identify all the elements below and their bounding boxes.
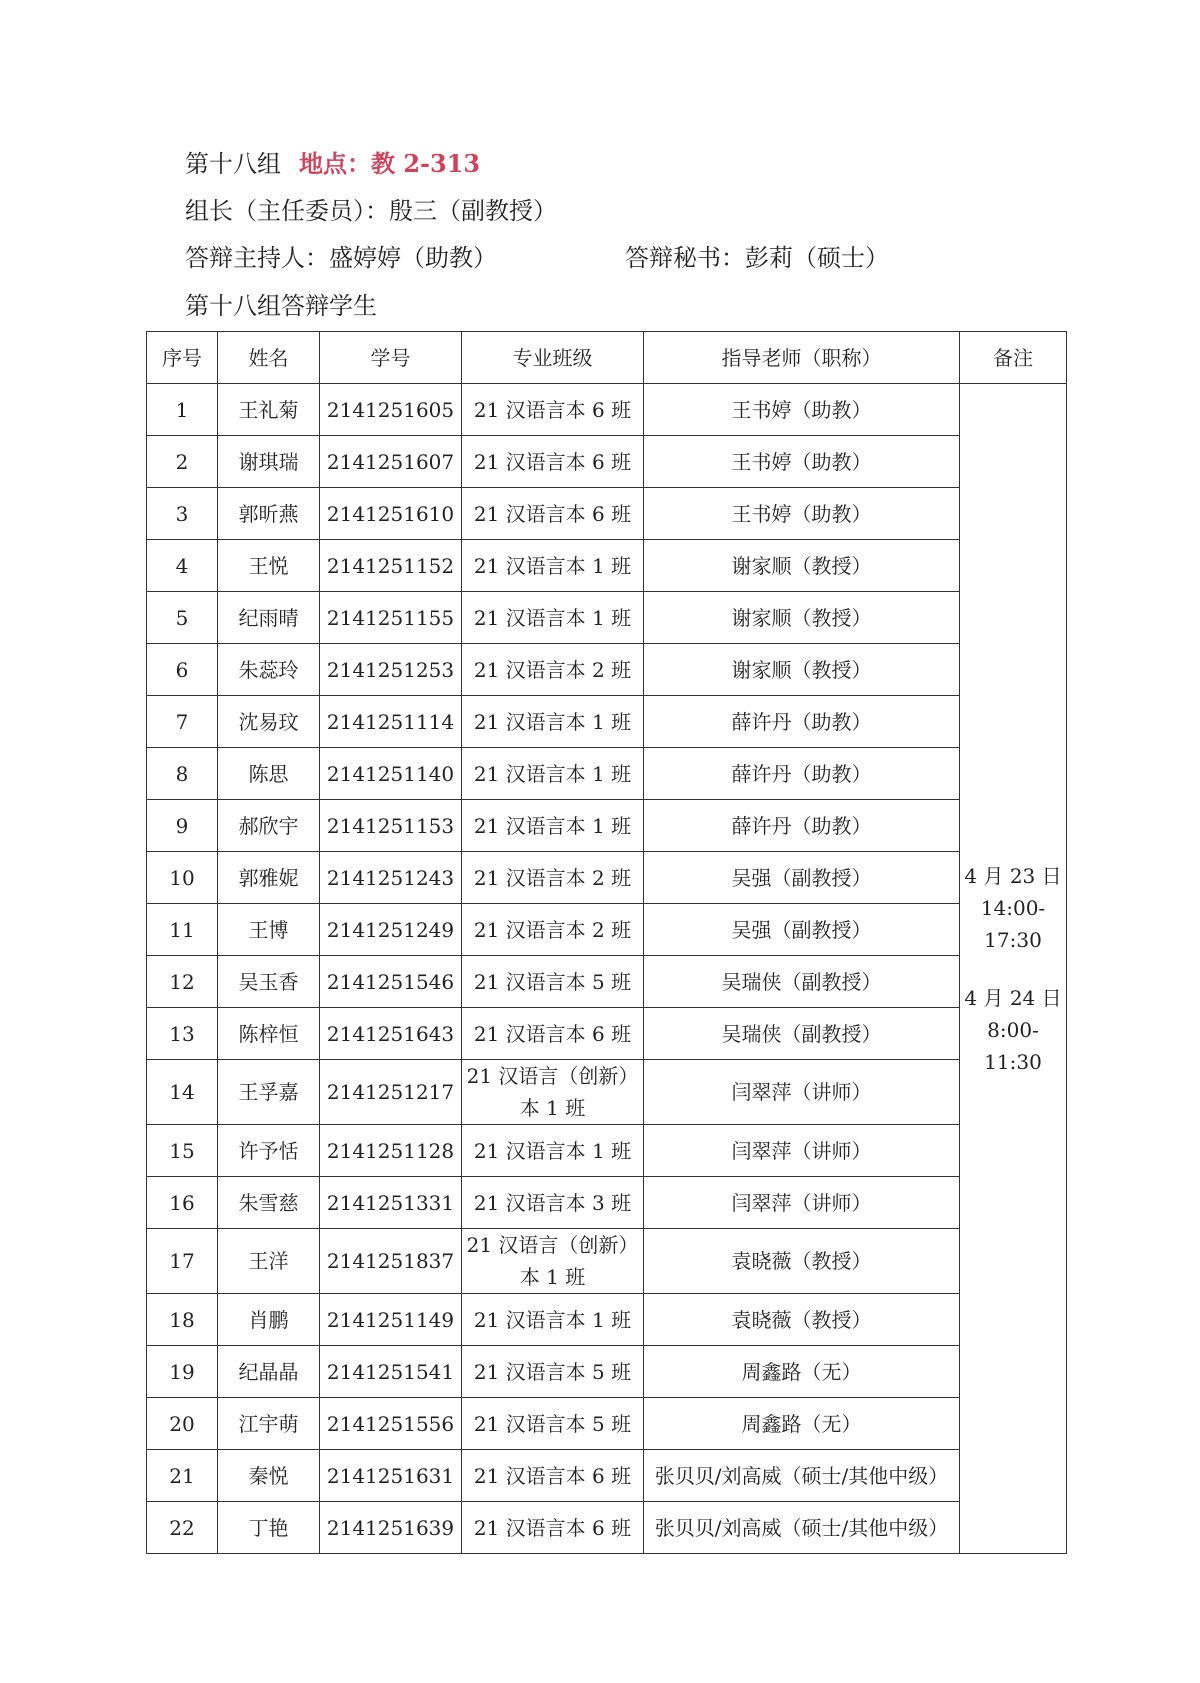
row-no: 22 [147, 1502, 218, 1554]
row-class: 21 汉语言本 5 班 [462, 1398, 644, 1450]
table-row [147, 800, 1067, 852]
students-heading: 第十八组答辩学生 [185, 292, 377, 320]
row-name: 江宇萌 [218, 1398, 320, 1450]
row-class [462, 1060, 644, 1125]
row-class-line2: 本 1 班 [519, 1096, 586, 1120]
row-name: 谢琪瑞 [218, 436, 320, 488]
location-value: 教 2-313 [371, 149, 481, 178]
row-advisor: 吴强（副教授） [644, 852, 960, 904]
row-class: 21 汉语言本 2 班 [462, 644, 644, 696]
row-no: 4 [147, 540, 218, 592]
schedule-note [960, 384, 1067, 1554]
row-advisor: 王书婷（助教） [644, 436, 960, 488]
row-no: 20 [147, 1398, 218, 1450]
row-name: 郝欣宇 [218, 800, 320, 852]
row-advisor: 吴瑞侠（副教授） [644, 956, 960, 1008]
row-class: 21 汉语言本 6 班 [462, 436, 644, 488]
row-class: 21 汉语言本 1 班 [462, 592, 644, 644]
table-row [147, 384, 1067, 436]
session2-time-start: 8:00- [987, 1017, 1039, 1042]
session1-time-end: 17:30 [984, 927, 1042, 952]
row-id: 2141251153 [320, 800, 462, 852]
row-advisor: 闫翠萍（讲师） [644, 1060, 960, 1125]
row-id: 2141251607 [320, 436, 462, 488]
row-name: 陈梓恒 [218, 1008, 320, 1060]
header-advisor: 指导老师（职称） [644, 332, 960, 384]
row-class: 21 汉语言本 1 班 [462, 1294, 644, 1346]
row-name: 许予恬 [218, 1125, 320, 1177]
group-title: 第十八组 [185, 150, 281, 178]
row-no: 16 [147, 1177, 218, 1229]
session1-time-start: 14:00- [980, 895, 1046, 920]
row-advisor: 谢家顺（教授） [644, 592, 960, 644]
header-note: 备注 [960, 332, 1067, 384]
row-name: 沈易玟 [218, 696, 320, 748]
row-advisor: 谢家顺（教授） [644, 540, 960, 592]
row-id: 2141251253 [320, 644, 462, 696]
row-no: 17 [147, 1229, 218, 1294]
table-row [147, 488, 1067, 540]
session1-date: 4 月 23 日 [964, 863, 1062, 888]
row-id: 2141251114 [320, 696, 462, 748]
row-no: 2 [147, 436, 218, 488]
table-row [147, 696, 1067, 748]
table-row [147, 644, 1067, 696]
row-id: 2141251128 [320, 1125, 462, 1177]
row-id: 2141251556 [320, 1398, 462, 1450]
row-class: 21 汉语言本 2 班 [462, 852, 644, 904]
row-name: 王洋 [218, 1229, 320, 1294]
row-class-line1: 21 汉语言（创新） [466, 1064, 639, 1088]
row-id: 2141251140 [320, 748, 462, 800]
row-advisor: 袁晓薇（教授） [644, 1229, 960, 1294]
table-row [147, 1229, 1067, 1294]
group-leader: 组长（主任委员）：殷三（副教授） [185, 197, 557, 225]
table-row [147, 1450, 1067, 1502]
row-id: 2141251541 [320, 1346, 462, 1398]
row-name: 纪晶晶 [218, 1346, 320, 1398]
row-name: 郭雅妮 [218, 852, 320, 904]
row-advisor: 吴强（副教授） [644, 904, 960, 956]
row-advisor: 闫翠萍（讲师） [644, 1125, 960, 1177]
row-advisor: 袁晓薇（教授） [644, 1294, 960, 1346]
row-name: 秦悦 [218, 1450, 320, 1502]
row-class: 21 汉语言本 5 班 [462, 956, 644, 1008]
row-advisor: 吴瑞侠（副教授） [644, 1008, 960, 1060]
row-no: 21 [147, 1450, 218, 1502]
group-secretary: 答辩秘书：彭莉（硕士） [625, 244, 889, 272]
row-class: 21 汉语言本 1 班 [462, 696, 644, 748]
row-id: 2141251643 [320, 1008, 462, 1060]
row-advisor: 谢家顺（教授） [644, 644, 960, 696]
row-class: 21 汉语言本 1 班 [462, 748, 644, 800]
row-advisor: 张贝贝/刘高威（硕士/其他中级） [644, 1450, 960, 1502]
table-row [147, 1008, 1067, 1060]
row-name: 王孚嘉 [218, 1060, 320, 1125]
table-row [147, 1502, 1067, 1554]
row-id: 2141251639 [320, 1502, 462, 1554]
location-label: 地点： [299, 149, 371, 178]
row-name: 肖鹏 [218, 1294, 320, 1346]
row-no: 3 [147, 488, 218, 540]
row-id: 2141251610 [320, 488, 462, 540]
table-row [147, 436, 1067, 488]
row-class: 21 汉语言本 3 班 [462, 1177, 644, 1229]
table-row [147, 1125, 1067, 1177]
session2-time-end: 11:30 [984, 1049, 1042, 1074]
row-no: 12 [147, 956, 218, 1008]
row-class: 21 汉语言本 6 班 [462, 1008, 644, 1060]
row-advisor: 周鑫路（无） [644, 1346, 960, 1398]
row-id: 2141251149 [320, 1294, 462, 1346]
note-spacer [964, 956, 1062, 982]
row-class-line1: 21 汉语言（创新） [466, 1233, 639, 1257]
table-row [147, 748, 1067, 800]
row-no: 15 [147, 1125, 218, 1177]
row-advisor: 周鑫路（无） [644, 1398, 960, 1450]
header-no: 序号 [147, 332, 218, 384]
row-no: 19 [147, 1346, 218, 1398]
row-id: 2141251155 [320, 592, 462, 644]
table-row [147, 1060, 1067, 1125]
row-name: 朱雪慈 [218, 1177, 320, 1229]
row-id: 2141251243 [320, 852, 462, 904]
table-row [147, 956, 1067, 1008]
row-no: 6 [147, 644, 218, 696]
host-secretary-line [185, 244, 889, 272]
table-row [147, 852, 1067, 904]
row-no: 5 [147, 592, 218, 644]
row-id: 2141251605 [320, 384, 462, 436]
row-no: 7 [147, 696, 218, 748]
row-name: 纪雨晴 [218, 592, 320, 644]
row-advisor: 王书婷（助教） [644, 384, 960, 436]
row-no: 8 [147, 748, 218, 800]
table-row [147, 1294, 1067, 1346]
group-host: 答辩主持人：盛婷婷（助教） [185, 244, 497, 272]
row-class: 21 汉语言本 5 班 [462, 1346, 644, 1398]
row-name: 朱蕊玲 [218, 644, 320, 696]
row-advisor: 王书婷（助教） [644, 488, 960, 540]
row-name: 王礼菊 [218, 384, 320, 436]
row-class: 21 汉语言本 6 班 [462, 384, 644, 436]
row-no: 10 [147, 852, 218, 904]
row-class: 21 汉语言本 1 班 [462, 540, 644, 592]
row-id: 2141251217 [320, 1060, 462, 1125]
row-no: 13 [147, 1008, 218, 1060]
row-no: 1 [147, 384, 218, 436]
table-row [147, 1346, 1067, 1398]
row-name: 郭昕燕 [218, 488, 320, 540]
header-name: 姓名 [218, 332, 320, 384]
row-name: 王博 [218, 904, 320, 956]
row-id: 2141251331 [320, 1177, 462, 1229]
row-class: 21 汉语言本 2 班 [462, 904, 644, 956]
row-advisor: 张贝贝/刘高威（硕士/其他中级） [644, 1502, 960, 1554]
header-class: 专业班级 [462, 332, 644, 384]
row-advisor: 薛许丹（助教） [644, 748, 960, 800]
table-row [147, 1177, 1067, 1229]
row-class: 21 汉语言本 6 班 [462, 1450, 644, 1502]
student-table [146, 331, 1067, 1554]
row-class: 21 汉语言本 6 班 [462, 488, 644, 540]
row-id: 2141251546 [320, 956, 462, 1008]
header-id: 学号 [320, 332, 462, 384]
row-class [462, 1229, 644, 1294]
table-row [147, 904, 1067, 956]
row-no: 9 [147, 800, 218, 852]
row-no: 14 [147, 1060, 218, 1125]
row-advisor: 薛许丹（助教） [644, 800, 960, 852]
table-row [147, 540, 1067, 592]
group-title-line [185, 149, 481, 178]
row-class-line2: 本 1 班 [519, 1265, 586, 1289]
row-class: 21 汉语言本 6 班 [462, 1502, 644, 1554]
row-no: 11 [147, 904, 218, 956]
row-class: 21 汉语言本 1 班 [462, 800, 644, 852]
row-id: 2141251152 [320, 540, 462, 592]
row-id: 2141251631 [320, 1450, 462, 1502]
session2-date: 4 月 24 日 [964, 985, 1062, 1010]
row-advisor: 薛许丹（助教） [644, 696, 960, 748]
row-advisor: 闫翠萍（讲师） [644, 1177, 960, 1229]
row-name: 王悦 [218, 540, 320, 592]
table-row [147, 1398, 1067, 1450]
row-name: 吴玉香 [218, 956, 320, 1008]
row-no: 18 [147, 1294, 218, 1346]
row-name: 陈思 [218, 748, 320, 800]
row-name: 丁艳 [218, 1502, 320, 1554]
row-id: 2141251249 [320, 904, 462, 956]
row-class: 21 汉语言本 1 班 [462, 1125, 644, 1177]
table-row [147, 592, 1067, 644]
row-id: 2141251837 [320, 1229, 462, 1294]
table-header-row [147, 332, 1067, 384]
